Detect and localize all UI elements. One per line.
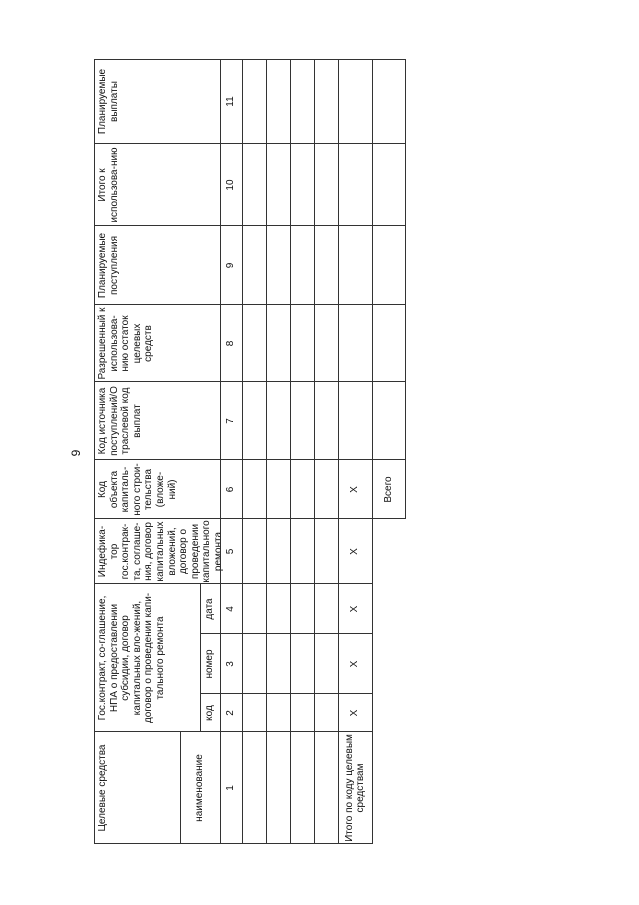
target-funds-table-wrapper (94, 59, 406, 844)
header-name: наименование (194, 754, 206, 822)
header-object-code: Код объекта капиталь-ного строи-тельства (вложе-ний) (97, 463, 178, 516)
header-code: код (204, 705, 216, 721)
column-number: 7 (225, 418, 237, 424)
grand-total-label: Всего (383, 476, 395, 503)
total-by-code-x: X (349, 486, 361, 493)
column-number: 10 (225, 179, 237, 191)
header-target-funds: Целевые средства (97, 744, 108, 832)
column-number: 8 (225, 340, 237, 347)
header-total-for-use: Итого к использова-нию (97, 147, 120, 223)
header-date: дата (204, 598, 216, 620)
column-number: 6 (225, 486, 237, 493)
header-permitted-balance: Разрешенный к использова-нию остаток целевых средств (97, 307, 155, 380)
page-number: 9 (69, 449, 83, 457)
total-by-code-label: Итого по коду целевым средствам (344, 734, 366, 842)
target-funds-table (94, 59, 406, 844)
total-by-code-x: X (349, 605, 361, 613)
header-contract: Гос.контракт, со-глашение, НПА о предоставлении субсидии, договор капитальных вло-жений, договор о проведении капи-тального ремонта (97, 592, 166, 724)
column-number: 2 (225, 710, 237, 716)
column-number: 1 (225, 785, 237, 791)
total-by-code-x: X (349, 709, 361, 717)
column-number: 4 (225, 606, 237, 612)
header-number: номер (204, 649, 216, 679)
column-number: 5 (225, 548, 237, 555)
column-number: 3 (225, 661, 237, 667)
header-planned-payments: Планируемые выплаты (97, 68, 120, 135)
header-planned-receipts: Планируемые поступления (97, 232, 120, 299)
column-number: 11 (225, 96, 237, 107)
column-number: 9 (225, 262, 237, 269)
header-identifier: Индефика-тор гос.контрак-та, соглаше-ния, договор капитальных вложений, договор о проведении капитального ремонта (97, 520, 224, 583)
total-by-code-x: X (349, 548, 361, 555)
total-by-code-x: X (349, 660, 361, 668)
header-source-code: Код источника поступлений/О траслевой код выплат (97, 386, 143, 456)
